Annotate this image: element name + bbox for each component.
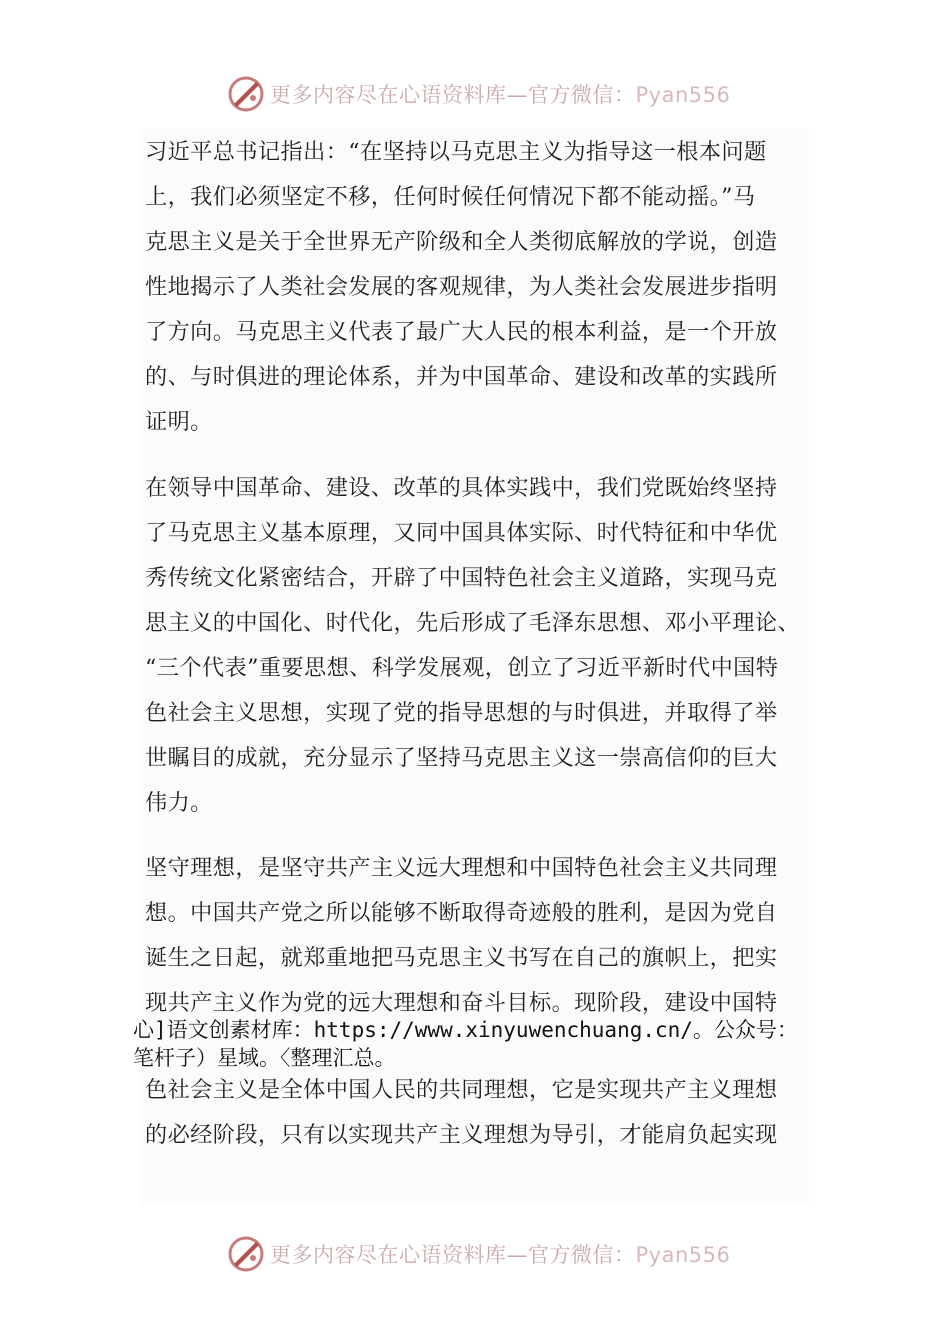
- banner-text: 更多内容尽在心语资料库—官方微信：: [270, 83, 636, 107]
- text-line: 证明。: [145, 409, 213, 435]
- text-line: 秀传统文化紧密结合，开辟了中国特色社会主义道路，实现马克: [145, 565, 778, 591]
- text-line: 在领导中国革命、建设、改革的具体实践中，我们党既始终坚持: [145, 475, 778, 501]
- text-line: 的、与时俱进的理论体系，并为中国革命、建设和改革的实践所: [145, 364, 778, 390]
- text-line: 性地揭示了人类社会发展的客观规律，为人类社会发展进步指明: [145, 274, 778, 300]
- footer-banner: [226, 1232, 746, 1276]
- overlay-watermark-line-1: 心]语文创素材库：https://www.xinyuwenchuang.cn/。公众号：: [133, 1018, 798, 1042]
- text-line: 克思主义是关于全世界无产阶级和全人类彻底解放的学说，创造: [145, 229, 778, 255]
- banner-wechat-id: Pyan556: [635, 1243, 731, 1267]
- text-line: 坚守理想，是坚守共产主义远大理想和中国特色社会主义共同理: [145, 855, 778, 881]
- text-line: 诞生之日起，就郑重地把马克思主义书写在自己的旗帜上，把实: [145, 945, 778, 971]
- text-line: 现共产主义作为党的远大理想和奋斗目标。现阶段，建设中国特: [145, 990, 778, 1016]
- text-line: 上，我们必须坚定不移，任何时候任何情况下都不能动摇。”马: [145, 184, 756, 210]
- banner-text: 更多内容尽在心语资料库—官方微信：: [270, 1243, 636, 1267]
- text-line: 思主义的中国化、时代化，先后形成了毛泽东思想、邓小平理论、: [145, 610, 801, 636]
- text-line: 习近平总书记指出：“在坚持以马克思主义为指导这一根本问题: [145, 139, 767, 165]
- header-banner: [226, 72, 746, 116]
- text-line: 色社会主义是全体中国人民的共同理想，它是实现共产主义理想: [145, 1077, 778, 1103]
- overlay-watermark-line-2: 笔杆子）星域。〈整理汇总。: [133, 1046, 396, 1070]
- text-line: 色社会主义思想，实现了党的指导思想的与时俱进，并取得了举: [145, 700, 778, 726]
- text-line: 了马克思主义基本原理，又同中国具体实际、时代特征和中华优: [145, 520, 778, 546]
- paragraph-3-continued: [145, 1068, 805, 1158]
- paragraph-3: [145, 846, 805, 1026]
- pen-circle-logo-icon: [226, 1234, 266, 1274]
- paragraph-2: [145, 466, 805, 826]
- text-line: 了方向。马克思主义代表了最广大人民的根本利益，是一个开放: [145, 319, 778, 345]
- text-line: 世瞩目的成就，充分显示了坚持马克思主义这一崇高信仰的巨大: [145, 745, 778, 771]
- banner-wechat-id: Pyan556: [635, 83, 731, 107]
- text-line: “三个代表”重要思想、科学发展观，创立了习近平新时代中国特: [145, 655, 779, 681]
- pen-circle-logo-icon: [226, 74, 266, 114]
- text-line: 想。中国共产党之所以能够不断取得奇迹般的胜利，是因为党自: [145, 900, 778, 926]
- text-line: 伟力。: [145, 790, 213, 816]
- text-line: 的必经阶段，只有以实现共产主义理想为导引，才能肩负起实现: [145, 1122, 778, 1148]
- paragraph-1: [145, 130, 805, 445]
